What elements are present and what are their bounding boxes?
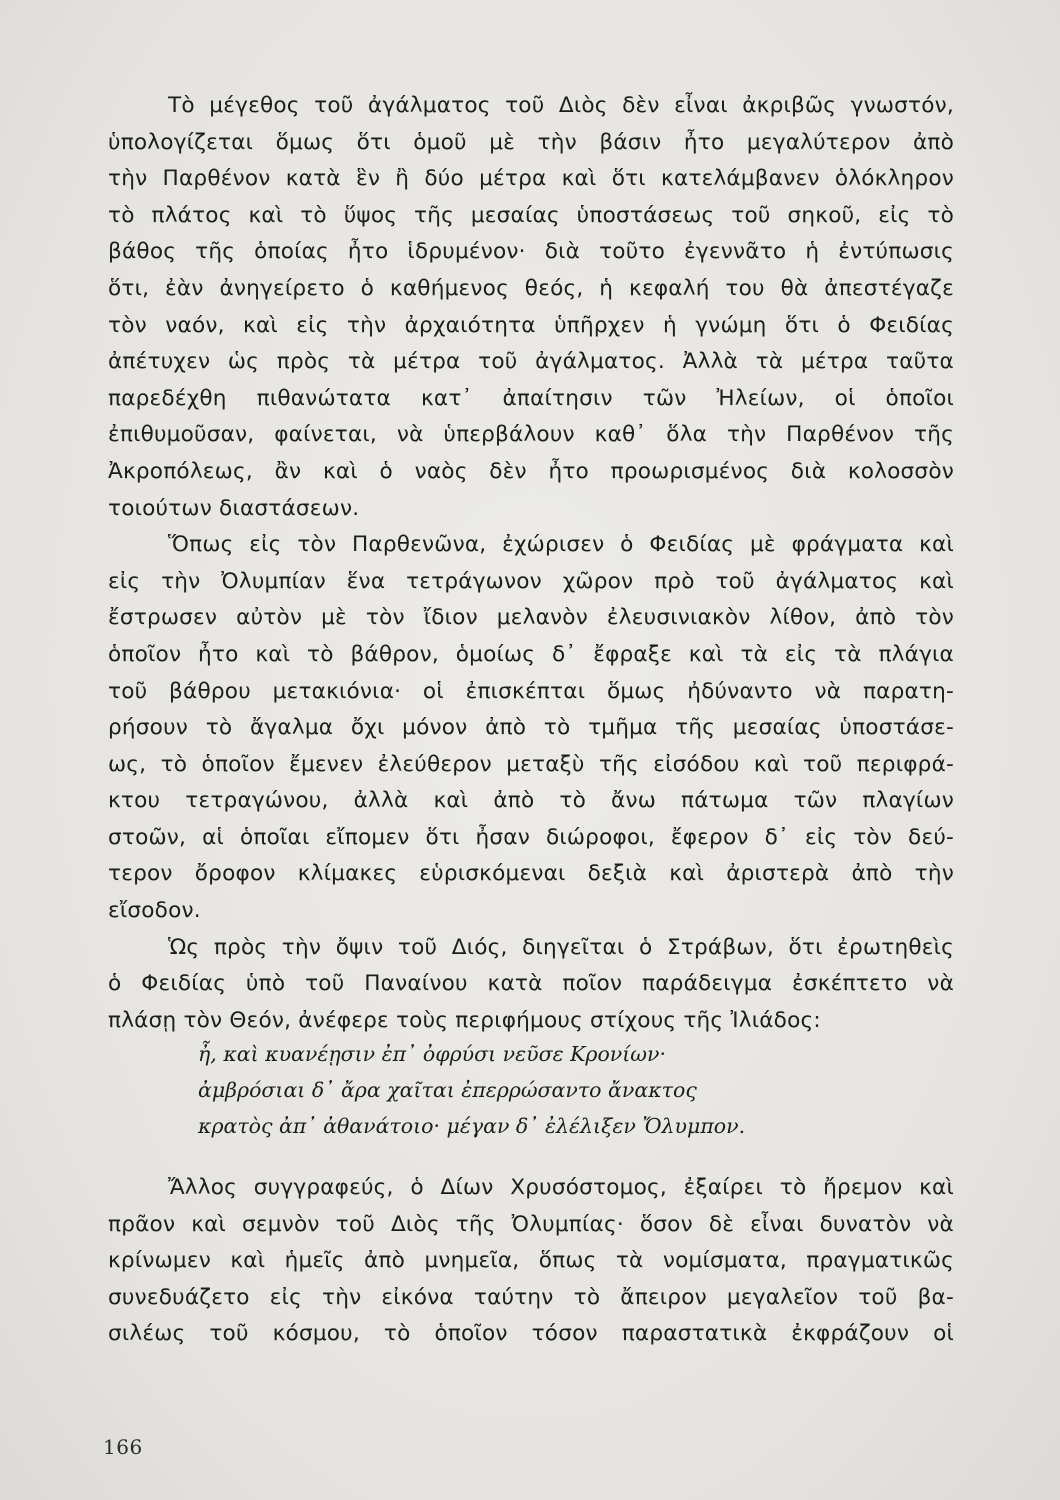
- page-number: 166: [103, 1435, 143, 1459]
- verse-line: κρατὸς ἀπ᾽ ἀθανάτοιο· μέγαν δ᾽ ἐλέλιξεν Ὄλυμπον.: [198, 1114, 746, 1138]
- text-line: τοιούτων διαστάσεων.: [108, 495, 360, 521]
- text-line: Ἄλλος συγγραφεύς, ὁ Δίων Χρυσόστομος, ἐξαίρει τὸ ἤρεμον καὶ: [168, 1175, 954, 1200]
- text-line: ἀπέτυχεν ὡς πρὸς τὰ μέτρα τοῦ ἀγάλματος. Ἀλλὰ τὰ μέτρα ταῦτα: [108, 349, 954, 375]
- text-line: παρεδέχθη πιθανώτατα κατ᾽ ἀπαίτησιν τῶν Ἠλείων, οἱ ὁποῖοι: [108, 385, 954, 411]
- text-line: Ὅπως εἰς τὸν Παρθενῶνα, ἐχώρισεν ὁ Φειδίας μὲ φράγματα καὶ: [168, 532, 954, 558]
- text-line: ἔστρωσεν αὐτὸν μὲ τὸν ἴδιον μελανὸν ἐλευσινιακὸν λίθον, ἀπὸ τὸν: [108, 605, 954, 631]
- text-line: ὁποῖον ἦτο καὶ τὸ βάθρον, ὁμοίως δ᾽ ἔφραξε καὶ τὰ εἰς τὰ πλάγια: [108, 641, 954, 667]
- text-line: κτου τετραγώνου, ἀλλὰ καὶ ἀπὸ τὸ ἄνω πάτωμα τῶν πλαγίων: [108, 788, 954, 814]
- closing-text: [108, 1170, 954, 1353]
- text-line: Ἀκροπόλεως, ἂν καὶ ὁ ναὸς δὲν ἦτο προωρισμένος διὰ κολοσσὸν: [108, 458, 954, 484]
- text-line: εἴσοδον.: [108, 898, 201, 924]
- text-line: ὁ Φειδίας ὑπὸ τοῦ Παναίνου κατὰ ποῖον παράδειγμα ἐσκέπτετο νὰ: [108, 971, 954, 997]
- text-line: τοῦ βάθρου μετακιόνια· οἱ ἐπισκέπται ὅμως ἠδύναντο νὰ παρατη-: [108, 678, 954, 704]
- text-line: βάθος τῆς ὁποίας ἦτο ἱδρυμένον· διὰ τοῦτο ἐγεννᾶτο ἡ ἐντύπωσις: [108, 239, 954, 265]
- text-line: σιλέως τοῦ κόσμου, τὸ ὁποῖον τόσον παραστατικὰ ἐκφράζουν οἱ: [108, 1321, 954, 1347]
- verse-line: ἦ, καὶ κυανέῃσιν ἐπ᾽ ὀφρύσι νεῦσε Κρονίων·: [198, 1042, 666, 1066]
- text-line: στοῶν, αἱ ὁποῖαι εἴπομεν ὅτι ἦσαν διώροφοι, ἔφερον δ᾽ εἰς τὸν δεύ-: [108, 824, 954, 850]
- text-line: ὑπολογίζεται ὅμως ὅτι ὁμοῦ μὲ τὴν βάσιν ἦτο μεγαλύτερον ἀπὸ: [108, 129, 954, 155]
- text-line: Τὸ μέγεθος τοῦ ἀγάλματος τοῦ Διὸς δὲν εἶναι ἀκριβῶς γνωστόν,: [168, 93, 954, 118]
- verse-line: ἀμβρόσιαι δ᾽ ἄρα χαῖται ἐπερρώσαντο ἄνακτος: [198, 1078, 697, 1102]
- text-line: τὸ πλάτος καὶ τὸ ὕψος τῆς μεσαίας ὑποστάσεως τοῦ σηκοῦ, εἰς τὸ: [108, 202, 954, 228]
- text-line: Ὡς πρὸς τὴν ὄψιν τοῦ Διός, διηγεῖται ὁ Στράβων, ὅτι ἐρωτηθεὶς: [168, 934, 954, 960]
- text-line: κρίνωμεν καὶ ἡμεῖς ἀπὸ μνημεῖα, ὅπως τὰ νομίσματα, πραγματικῶς: [108, 1248, 954, 1274]
- text-line: συνεδυάζετο εἰς τὴν εἰκόνα ταύτην τὸ ἄπειρον μεγαλεῖον τοῦ βα-: [108, 1284, 954, 1310]
- main-text: [108, 88, 954, 1039]
- text-line: εἰς τὴν Ὀλυμπίαν ἕνα τετράγωνον χῶρον πρὸ τοῦ ἀγάλματος καὶ: [108, 568, 954, 594]
- text-line: ως, τὸ ὁποῖον ἔμενεν ἐλεύθερον μεταξὺ τῆς εἰσόδου καὶ τοῦ περιφρά-: [108, 751, 954, 777]
- text-line: τὴν Παρθένον κατὰ ἓν ἢ δύο μέτρα καὶ ὅτι κατελάμβανεν ὁλόκληρον: [108, 166, 954, 192]
- text-line: τὸν ναόν, καὶ εἰς τὴν ἀρχαιότητα ὑπῆρχεν ἡ γνώμη ὅτι ὁ Φειδίας: [108, 312, 954, 338]
- text-line: ὅτι, ἐὰν ἀνηγείρετο ὁ καθήμενος θεός, ἡ κεφαλή του θὰ ἀπεστέγαζε: [108, 275, 954, 301]
- text-line: τερον ὄροφον κλίμακες εὑρισκόμεναι δεξιὰ καὶ ἀριστερὰ ἀπὸ τὴν: [108, 861, 954, 887]
- text-line: ἐπιθυμοῦσαν, φαίνεται, νὰ ὑπερβάλουν καθ᾽ ὅλα τὴν Παρθένον τῆς: [108, 422, 954, 448]
- text-line: πρᾶον καὶ σεμνὸν τοῦ Διὸς τῆς Ὀλυμπίας· ὅσον δὲ εἶναι δυνατὸν νὰ: [108, 1211, 954, 1237]
- text-line: πλάσῃ τὸν Θεόν, ἀνέφερε τοὺς περιφήμους στίχους τῆς Ἰλιάδος:: [108, 1007, 821, 1033]
- text-line: ρήσουν τὸ ἄγαλμα ὄχι μόνον ἀπὸ τὸ τμῆμα τῆς μεσαίας ὑποστάσε-: [108, 715, 954, 741]
